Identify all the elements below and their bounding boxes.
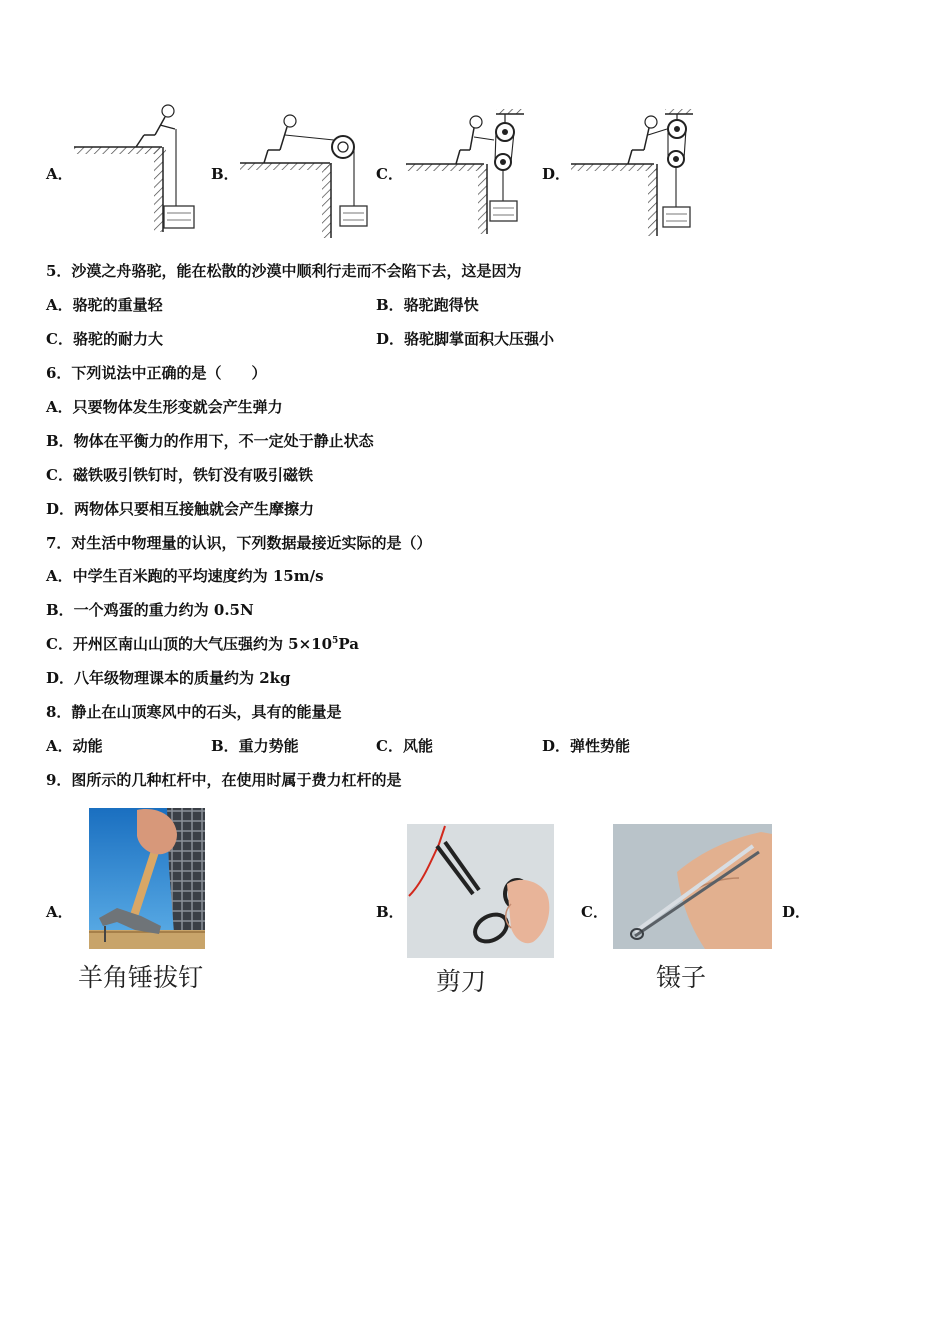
q9-option-c-label: C． bbox=[581, 903, 608, 921]
q8-option-a: A．动能 bbox=[46, 737, 103, 755]
q6-stem: 6．下列说法中正确的是（ ） bbox=[46, 364, 267, 382]
q9-caption-scissors: 剪刀 bbox=[436, 967, 487, 996]
q9-option-d-label: D． bbox=[782, 903, 811, 921]
diagram-d-pulley-block bbox=[571, 109, 693, 236]
scissors-photo bbox=[407, 824, 554, 958]
q7-option-c bbox=[46, 634, 359, 654]
q5-option-d: D．骆驼脚掌面积大压强小 bbox=[376, 330, 555, 348]
q7-option-c-exponent: 5 bbox=[332, 636, 339, 646]
q8-option-c: C．风能 bbox=[376, 737, 433, 755]
diagram-b-fixed-pulley bbox=[240, 115, 367, 238]
q5-option-c: C．骆驼的耐力大 bbox=[46, 330, 163, 348]
q6-option-d: D．两物体只要相互接触就会产生摩擦力 bbox=[46, 500, 315, 518]
tweezers-photo bbox=[613, 824, 772, 949]
q9-option-b-label: B． bbox=[376, 903, 404, 921]
diagram-a-direct-lift bbox=[74, 105, 194, 232]
q5-option-a: A．骆驼的重量轻 bbox=[46, 296, 163, 314]
q8-option-d: D．弹性势能 bbox=[542, 737, 631, 755]
q9-caption-hammer: 羊角锤拔钉 bbox=[78, 963, 204, 992]
q7-stem: 7．对生活中物理量的认识，下列数据最接近实际的是（） bbox=[46, 534, 432, 552]
q4-option-d-label: D． bbox=[542, 165, 571, 183]
q7-option-c-text: C．开州区南山山顶的大气压强约为 5×10 bbox=[46, 635, 333, 653]
q8-option-b: B．重力势能 bbox=[211, 737, 299, 755]
q7-option-d: D．八年级物理课本的质量约为 2kg bbox=[46, 669, 291, 687]
q7-option-c-unit: Pa bbox=[338, 635, 359, 653]
q4-option-b-label: B． bbox=[211, 165, 239, 183]
q6-option-c: C．磁铁吸引铁钉时，铁钉没有吸引磁铁 bbox=[46, 466, 313, 484]
diagram-c-pulley-block bbox=[406, 109, 524, 234]
q4-option-a-label: A． bbox=[46, 165, 73, 183]
q8-stem: 8．静止在山顶寒风中的石头，具有的能量是 bbox=[46, 703, 342, 721]
q5-option-b: B．骆驼跑得快 bbox=[376, 296, 479, 314]
q9-caption-tweezers: 镊子 bbox=[656, 963, 707, 992]
q6-option-a: A．只要物体发生形变就会产生弹力 bbox=[46, 398, 283, 416]
hammer-photo bbox=[89, 808, 205, 949]
q5-stem: 5．沙漠之舟骆驼，能在松散的沙漠中顺利行走而不会陷下去，这是因为 bbox=[46, 262, 522, 280]
q9-stem: 9．图所示的几种杠杆中，在使用时属于费力杠杆的是 bbox=[46, 771, 402, 789]
q4-option-c-label: C． bbox=[376, 165, 403, 183]
q7-option-b: B．一个鸡蛋的重力约为 0.5N bbox=[46, 601, 254, 619]
q4-pulley-diagrams bbox=[0, 95, 950, 245]
q7-option-a: A．中学生百米跑的平均速度约为 15m/s bbox=[46, 567, 324, 585]
q9-option-a-label: A． bbox=[46, 903, 73, 921]
q6-option-b: B．物体在平衡力的作用下，不一定处于静止状态 bbox=[46, 432, 374, 450]
